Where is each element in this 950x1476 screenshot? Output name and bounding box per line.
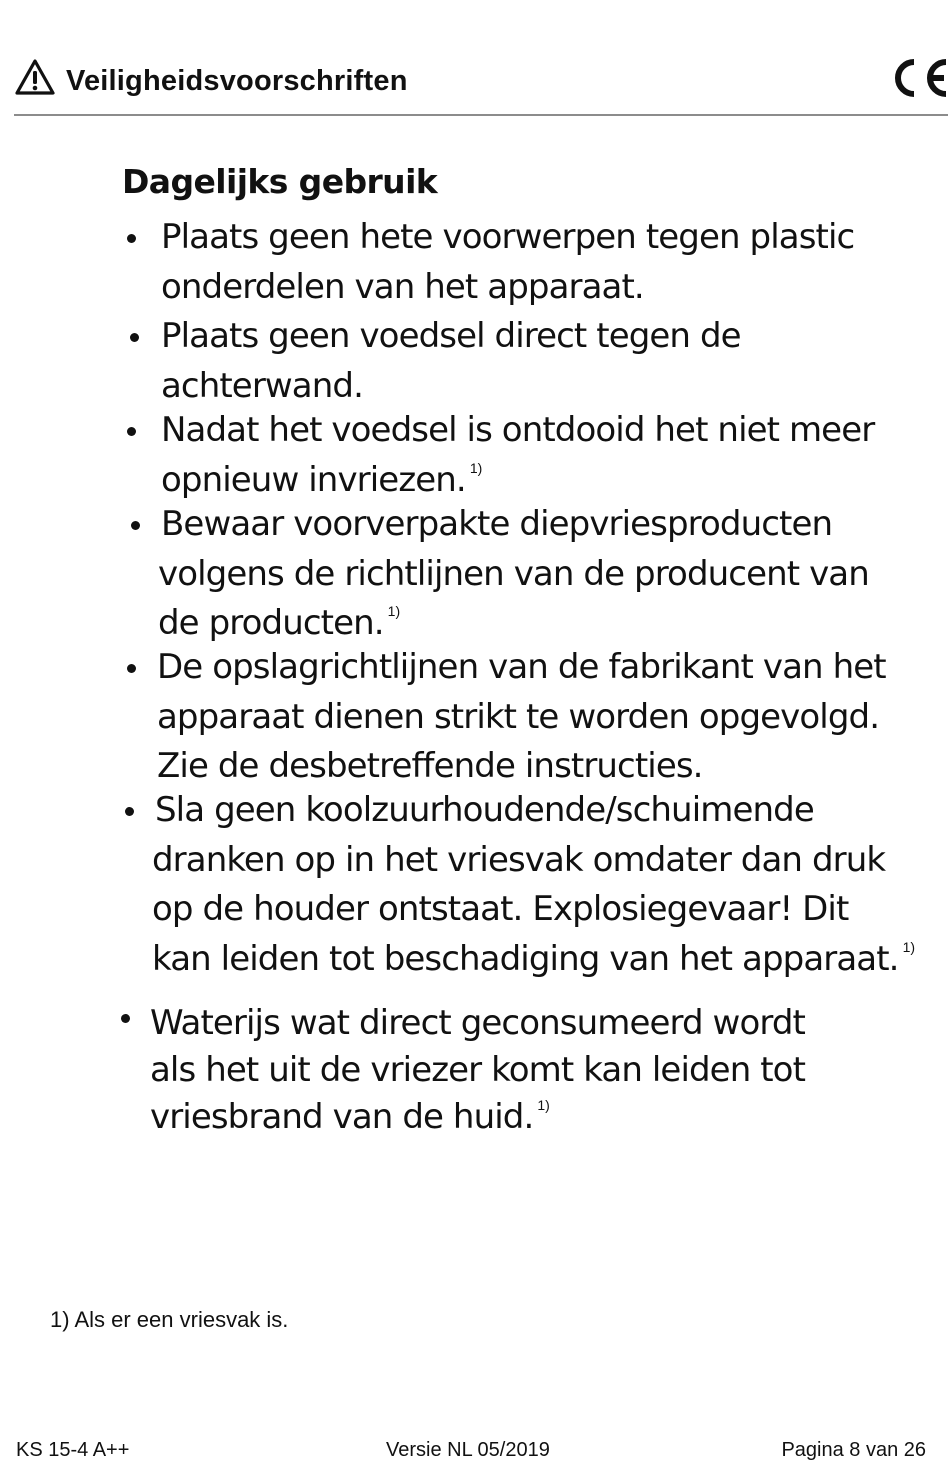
footnote-reference: 1) bbox=[537, 1097, 550, 1113]
footnote-reference: 1) bbox=[387, 603, 401, 619]
list-item-line: kan leiden tot beschadiging van het apparaat. bbox=[152, 938, 899, 979]
list-item-line: opnieuw invriezen. bbox=[161, 459, 466, 500]
list-item bbox=[150, 1000, 805, 1141]
bullet-icon bbox=[127, 427, 136, 436]
bullet-icon bbox=[130, 333, 139, 342]
section-title: Dagelijks gebruik bbox=[122, 162, 438, 201]
footnote-reference: 1) bbox=[469, 459, 483, 476]
list-item-line: op de houder ontstaat. Explosiegevaar! Dit bbox=[152, 889, 849, 929]
list-item-line: dranken op in het vriesvak omdater dan druk bbox=[152, 839, 886, 880]
list-item bbox=[157, 643, 886, 792]
list-item-line: Waterijs wat direct geconsumeerd wordt bbox=[150, 1003, 805, 1043]
header-title: Veiligheidsvoorschriften bbox=[66, 65, 408, 97]
list-item-line: de producten. bbox=[158, 603, 384, 643]
footnote-reference: 1) bbox=[902, 938, 916, 955]
bullet-icon bbox=[125, 807, 134, 816]
list-item-line: Plaats geen hete voorwerpen tegen plastic bbox=[161, 217, 855, 257]
footnote-text: 1) Als er een vriesvak is. bbox=[50, 1307, 289, 1332]
footer-model: KS 15-4 A++ bbox=[16, 1439, 130, 1461]
list-item-line: volgens de richtlijnen van de producent van bbox=[158, 553, 869, 594]
list-item bbox=[161, 213, 854, 312]
list-item-line: Nadat het voedsel is ontdooid het niet meer bbox=[161, 410, 875, 450]
list-item-line: apparaat dienen strikt te worden opgevolgd. bbox=[157, 696, 880, 737]
footer-version: Versie NL 05/2019 bbox=[386, 1439, 550, 1461]
list-item bbox=[161, 312, 741, 411]
list-item-line: Sla geen koolzuurhoudende/schuimende bbox=[155, 790, 814, 830]
list-item-line: onderdelen van het apparaat. bbox=[161, 266, 644, 307]
bullet-icon bbox=[121, 1014, 130, 1023]
bullet-icon bbox=[127, 234, 136, 243]
list-item bbox=[152, 786, 915, 984]
list-item-line: achterwand. bbox=[161, 365, 363, 406]
list-item-line: als het uit de vriezer komt kan leiden tot bbox=[150, 1050, 806, 1090]
list-item-line: De opslagrichtlijnen van de fabrikant van het bbox=[157, 647, 886, 687]
footer-page-number: Pagina 8 van 26 bbox=[781, 1439, 926, 1461]
list-item-line: Plaats geen voedsel direct tegen de bbox=[161, 316, 741, 356]
bullet-icon bbox=[131, 521, 140, 530]
list-item bbox=[158, 500, 869, 649]
list-item bbox=[161, 406, 874, 505]
list-item-line: Bewaar voorverpakte diepvriesproducten bbox=[161, 504, 833, 544]
list-item-line: vriesbrand van de huid. bbox=[150, 1097, 534, 1137]
bullet-icon bbox=[127, 664, 136, 673]
list-item-line: Zie de desbetreffende instructies. bbox=[157, 746, 703, 786]
